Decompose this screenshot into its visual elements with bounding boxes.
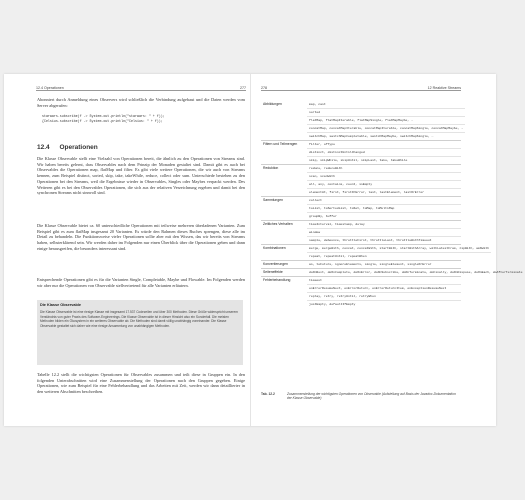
table-row	[261, 276, 461, 308]
operation-entry: replay, retry, retryUntil, retryWhen	[307, 293, 461, 301]
table-caption	[261, 392, 461, 401]
operation-entry: all, any, contains, count, isEmpty	[307, 181, 461, 189]
operation-entry: repeat, repeatUntil, repeatWhen	[309, 254, 367, 259]
right-running-header	[261, 84, 461, 91]
operation-entry: window	[307, 229, 461, 237]
table-caption-text: Zusammenstellung der wichtigsten Operationen von Observable (Aufstellung auf Basis der Javadoc-Dokumentation der Klasse Observable)	[287, 392, 456, 401]
table-category-cell: Kombinationen	[263, 245, 286, 250]
table-category-cell: Zeitliches Verhalten	[263, 221, 293, 226]
operations-table	[261, 101, 523, 308]
table-row	[261, 244, 490, 260]
info-box-title: Die Klasse Observable	[40, 303, 81, 307]
table-operations-cell	[307, 269, 525, 276]
table-category-cell: Filtern und Teilmengen	[263, 141, 298, 146]
table-category-cell: Konvertierungen	[263, 261, 288, 266]
closing-paragraph: Tabelle 12.2 stellt die wichtigsten Operationen für Observables zusammen und teilt diese in Gruppen ein. In den folgenden Unterabschnitten wird eine Zusammenstellung der Operationen nach den Gruppen gegeben. Einige Operationen, wie zum Beispiel für eine Fehlerbehandlung und das Arbeiten mit Zeit, werden wir dann detaillierter in den weiteren Abschnitten beschreiben.	[37, 372, 245, 395]
left-header-section: 12.4 Operationen	[36, 86, 64, 90]
operation-entry: skip, skipWhile, skipUntil, skipLast, take, takeWhile	[309, 158, 408, 163]
left-page-number: 277	[240, 86, 246, 90]
table-category-cell: Abbildungen	[263, 102, 282, 106]
table-category-cell: Fehlerbehandlung	[263, 277, 291, 282]
table-category-cell: Reduktion	[263, 165, 279, 170]
section-title: Operationen	[59, 144, 98, 151]
table-operations-cell	[307, 165, 461, 196]
section-number: 12.4	[37, 144, 50, 151]
operation-entry: switchMap, switchMapCompletable, switchMapMaybe, switchMapSingle, …	[309, 134, 434, 139]
table-operations-cell	[307, 141, 461, 164]
book-spread	[4, 74, 523, 426]
operation-entry: filter, ofType	[307, 141, 461, 149]
table-row	[261, 164, 461, 196]
operation-entry: flatMap, flatMapIterable, flatMapSingle, flatMapMaybe, …	[307, 117, 465, 125]
table-row	[261, 196, 461, 220]
table-row	[261, 220, 461, 244]
table-row	[261, 268, 523, 276]
operation-entry: distinct, distinctUntilChanged	[307, 149, 461, 157]
operation-entry: concatMap, concatMapIterable, concatMapIterable, concatMapSingle, concatMapMaybe, …	[307, 125, 465, 133]
operation-entry: reduce, reduceWith	[307, 165, 461, 173]
table-operations-cell	[307, 221, 461, 244]
operation-entry: collect	[307, 197, 461, 205]
info-box-text: Die Klasse Observable ist eine riesige Klasse mit insgesamt 17.537 Codezeilen und über 300 Methoden. Diese Größe widerspricht unserem Verständnis von guter Praxis des Software-Engineerings. Die Klasse Observable ist in dieser Hinsicht also ein Sonderfall. Die meisten Methoden bilden ein Ökosystem in ein weiteres Observable ab. Die Methoden sind damit völlig unabhängig voneinander. Die Klasse Observable gestaltet sich daher wie eine riesige Ansammlung von unabhängigen Methoden.	[40, 310, 238, 329]
table-row	[261, 101, 464, 140]
operation-entry: merge, mergeWith, concat, concatWith, startWith, startWithArray, withLatestFrom, zipWith, ambWith	[307, 245, 491, 253]
table-operations-cell	[307, 277, 461, 308]
operation-entry: timeout	[307, 277, 461, 285]
info-box	[37, 300, 243, 365]
table-operations-cell	[307, 197, 461, 220]
body-paragraph-1: Die Klasse Observable stellt eine Vielzahl von Operationen bereit, die ähnlich zu den Operationen von Streams sind. Wir haben bereits gelernt, dass Observables nach dem Prinzip der Monaden gestaltet sind. Damit gibt es auch bei Observables die Operationen map, flatMap und filter. Es gibt viele weitere Operationen, die wir auch von Streams kennen, zum Beispiel distinct, sorted, skip, take, takeWhile, reduce, collect oder sum. Unterschiede bestehen zu den Operationen bei den Streams, weil die Ergebnisse wieder in Observables, Singles oder Maybes verpackt werden. Des Weiteren gibt es bei den Observables Operationen, die sich aus der relativen Verzeichnung ergeben und damit bei den synchronen Streams nicht sinnvoll sind.	[37, 156, 245, 196]
operation-entry: timeInterval, timestamp, delay	[307, 221, 461, 229]
left-page	[4, 74, 250, 426]
operation-entry: scan, scanWith	[307, 173, 461, 181]
operation-entry: map, cast	[307, 101, 465, 109]
table-row	[261, 140, 461, 164]
operation-entry: justEmpty, defaultIfEmpty	[309, 302, 356, 306]
operation-entry: groupBy, buffer	[309, 214, 337, 219]
operation-entry: as, toFuture, ignoreElements, single, singleElement, singleOrError	[309, 262, 432, 267]
body-paragraph-3: Entsprechende Operationen gibt es für die Varianten Single, Completable, Maybe und Flowable. Im Folgenden werden wir aber nur die Operationen von Observable stellvertretend für alle Varianten erläutern.	[37, 277, 245, 288]
table-caption-label: Tab. 12.2	[261, 392, 275, 396]
right-page	[251, 74, 523, 426]
operation-entry: doOnNext, doOnComplete, doOnError, doOnSubscribe, doOnTerminate, doFinally, doOnDispose, doOnEach, doAfterTerminate	[309, 270, 523, 275]
right-header-section: 12 Reaktive Streams	[427, 86, 461, 90]
intro-paragraph: Abonniert durch Anmeldung eines Observers wird schließlich die Verbindung aufgebaut und die Daten werden vom Server abgerufen:	[37, 97, 245, 108]
body-paragraph-2: Die Klasse Observable bietet ca. 60 unterschiedliche Operationen mit teilweise mehreren überladenen Varianten. Zum Beispiel gibt es zum flatMap insgesamt 20 Varianten. Es würde den Rahmen dieses Buches sprengen, diese alle im Detail zu behandeln. Die Funktionsweise vieler Operationen sollte aber mit den Wissen, das wir bereits von Streams haben, selbsterklärend sein. Wir werden daher im Folgenden nur einen Überblick über die Operationen geben und dann einige herausgreifen, die besonders interessant sind.	[37, 223, 245, 251]
operation-entry: toList, toSortedList, toSet, toMap, toMultiMap	[307, 205, 461, 213]
table-operations-cell	[307, 245, 491, 260]
table-operations-cell	[307, 101, 465, 140]
operation-entry: onErrorResumeNext, onErrorReturn, onErrorReturnItem, onExceptionResumeNext	[307, 285, 461, 293]
table-row	[261, 260, 461, 268]
code-line-1: starwars.subscribe(f -> System.out.println("starwars: " + f));	[42, 114, 165, 118]
operation-entry: sample, debounce, throttleFirst, throttleLast, throttleWithTimeout	[309, 238, 432, 243]
code-line-2: {Celsius.subscribe(f -> System.out.println("Celsius: " + f));	[42, 119, 163, 123]
right-page-number: 278	[261, 86, 267, 90]
table-operations-cell	[307, 261, 461, 268]
left-running-header	[36, 84, 246, 91]
operation-entry: elementAt, first, firstOrError, last, lastElement, lastOrError	[309, 190, 425, 195]
section-heading	[37, 144, 98, 151]
operation-entry: sorted	[307, 109, 465, 117]
table-category-cell: Seiteneffekte	[263, 269, 283, 274]
table-category-cell: Sammlungen	[263, 197, 283, 202]
